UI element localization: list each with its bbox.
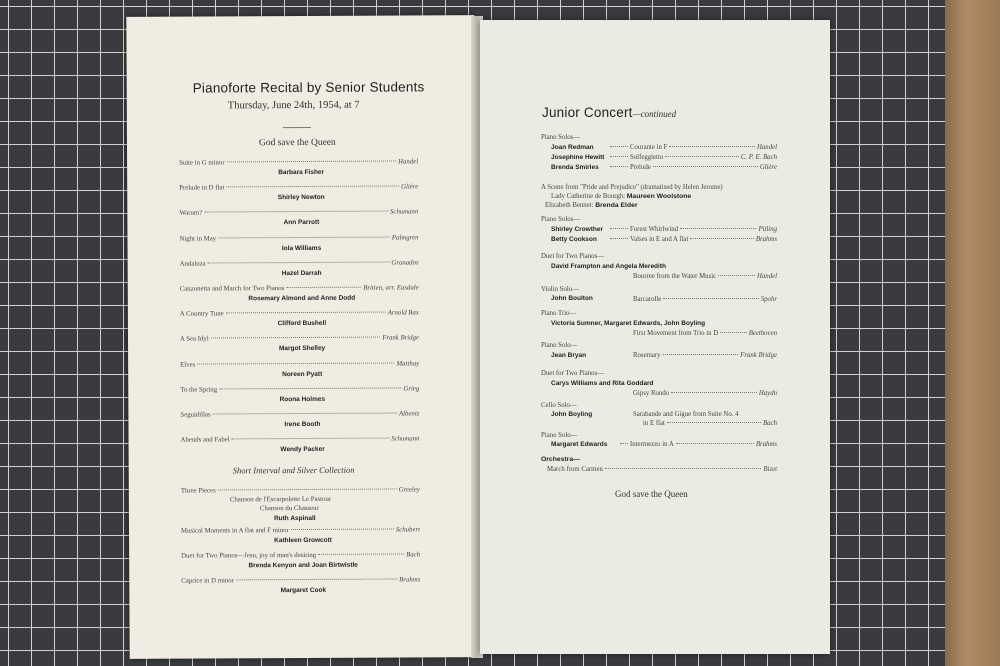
violin-piece [633,296,777,303]
performer-name: Margaret Cook [280,586,327,595]
composer: Britten, arr. Easdale [363,284,419,292]
program-item [179,158,418,166]
piece-title: in E flat [643,420,665,427]
leader-dots [211,337,380,339]
performer-name: Margot Shelley [278,345,326,353]
piece-title: Prelude [630,164,651,171]
composer: Schumann [391,435,420,443]
piece-title: Canzonetta and March for Two Pianos [179,285,285,293]
piece-title: Seguidillas [180,411,211,419]
leader-dots [204,211,388,213]
section-heading-piano-solos-1: Piano Solos— [541,134,581,141]
composer: Schubert [395,526,421,534]
composer: Glière [759,164,777,171]
leader-dots [227,161,396,163]
section-heading-scene: A Scene from "Pride and Prejudice" (dramatised by Helen Jerome) [541,184,723,191]
leader-dots [318,553,404,554]
performer-name: Hazel Darrah [281,269,322,277]
leader-dots [226,312,386,314]
leader-dots [610,166,628,167]
performer-name: Rosemary Almond and Anne Dodd [248,294,356,303]
performer-name: Betty Cookson [551,236,597,243]
composer: Albeniz [398,410,420,418]
margaret-piece [618,441,777,448]
composer: C. P. E. Bach [740,154,777,161]
program-item [180,335,419,343]
leader-dots [236,579,397,581]
composer: Schumann [390,208,419,216]
composer: Bach [406,551,421,559]
section-heading-piano-solos-2: Piano Solos— [541,216,581,223]
anthem-opening: God save the Queen [258,137,336,149]
piece-title: Intermezzo in A [630,441,674,448]
piece-title: To the Spring [180,386,218,394]
recital-title: Pianoforte Recital by Senior Students [192,79,425,96]
piece-title: Musical Moments in A flat and F minor [180,527,289,535]
orchestra-piece [547,466,777,473]
section-heading-orchestra: Orchestra— [541,456,580,463]
program-item [179,209,418,217]
composer: Frank Bridge [382,334,420,342]
program-item [180,410,419,418]
role-name: Lady Catherine de Bourgh: [551,193,626,200]
program-item [180,259,419,267]
program-item [181,551,420,559]
trio-performers: Victoria Sumner, Margaret Edwards, John Boyling [551,320,706,327]
three-pieces-line2: Chanson du Chasseur [259,504,319,513]
solo-piece-row [608,236,777,243]
program-item [181,576,420,584]
performer-name: Clifford Bushell [277,320,327,328]
leader-dots [286,287,361,288]
section-heading-piano-solo-margaret: Piano Solo— [541,432,578,439]
piece-title: A Country Tune [179,310,224,318]
performer-name: Wendy Packer [280,446,325,454]
three-pieces-line1: Chanson de l'Escarpolette Le Pastour [229,495,332,504]
interval-note: Short Interval and Silver Collection [232,464,355,476]
leader-dots [718,275,755,276]
section-heading-duet-1: Duet for Two Pianos— [541,253,605,260]
leader-dots [690,238,754,239]
actor-name: Brenda Elder [595,202,638,209]
violin-performer: John Boulton [551,295,593,302]
piece-title: Caprice in D minor [181,577,234,585]
performer-name: Iola Williams [281,244,322,252]
leader-dots [208,261,390,263]
composer: Palmgren [391,233,419,242]
performer-name: Josephine Hewitt [551,154,605,161]
program-item [179,184,418,192]
piece-title: Prelude in D flat [179,184,225,192]
leader-dots [680,228,756,229]
piece-title: Night in May [179,235,217,243]
program-page-left [126,15,477,659]
program-item [180,310,419,318]
leader-dots [720,332,747,333]
jean-performer: Jean Bryan [551,352,587,359]
performer-name: Brenda Kenyon and Joan Birtwistle [248,561,358,570]
leader-dots [291,529,394,531]
composer: Beethoven [748,330,777,337]
piece-title: March from Carmen [547,466,603,473]
concert-title-text: Junior Concert [542,105,633,120]
piece-title: Bourree from the Water Music [633,273,717,280]
section-heading-trio: Piano Trio— [541,310,577,317]
performer-name: Brenda Smirles [551,164,599,171]
solo-piece-row [608,154,777,161]
program-item [180,385,419,393]
piece-title: Duet for Two Pianos—Jesu, joy of man's desiring [181,551,317,560]
junior-concert-title [542,104,676,122]
piece-title: Andaluza [179,260,206,268]
composer: Arnold Bax [387,309,419,317]
duet-2-performers: Carys Williams and Rita Goddard [551,380,654,387]
leader-dots [667,422,761,423]
composer: Matthay [396,359,420,368]
leader-dots [663,298,758,299]
section-heading-duet-2: Duet for Two Pianos— [541,370,605,377]
scene-role-line-1 [551,193,691,200]
duet-1-performers: David Frampton and Angela Meredith [551,263,666,270]
leader-dots [610,228,628,229]
piece-title: Abends and Fabel [180,436,230,444]
performer-name: Ruth Aspinall [273,514,316,523]
piece-title: Three Pieces [180,487,216,495]
solo-piece-row [608,226,777,233]
section-heading-cello: Cello Solo— [541,402,577,409]
composer: Grieg [403,385,420,393]
piece-title: Solfeggietto [630,154,664,161]
jean-piece [633,352,777,359]
composer: Handel [756,273,777,280]
composer: Handel [398,158,419,166]
solo-piece-row [608,164,777,171]
leader-dots [226,186,399,188]
cello-piece-line2 [643,420,777,427]
composer: Handel [756,144,777,151]
actor-name: Maureen Woolstone [626,193,692,200]
leader-dots [218,236,390,238]
composer: Glière [401,183,419,191]
composer: Bizet [763,466,777,473]
leader-dots [669,146,755,147]
margaret-performer: Margaret Edwards [551,441,608,448]
composer: Granados [391,259,419,267]
performer-name: Joan Redman [551,144,594,151]
leader-dots [218,489,397,491]
piece-title: Forest Whirlwind [630,226,679,233]
section-heading-piano-solo-jean: Piano Solo— [541,342,578,349]
program-item [181,526,420,534]
leader-dots [213,413,397,415]
program-item [179,234,418,242]
composer: Bach [763,420,777,427]
duet-1-piece [633,273,777,280]
composer: Brahms [755,441,777,448]
composer: Brahms [399,576,421,584]
piece-title: Elves [180,361,196,369]
performer-name: Barbara Fisher [278,168,325,177]
performer-name: Noreen Pyatt [282,370,323,378]
leader-dots [665,156,739,157]
performer-name: Kathleen Growcott [274,536,332,545]
wooden-desk [945,0,1000,666]
leader-dots [653,166,758,167]
solo-piece-row [608,144,777,151]
recital-date: Thursday, June 24th, 1954, at 7 [227,99,360,112]
cello-piece-line1: Sarabande and Gigue from Suite No. 4 [633,411,739,418]
continued-label: —continued [632,109,677,119]
performer-name: Ann Parrott [283,219,320,227]
leader-dots [610,238,628,239]
piece-title: Rosemary [633,352,661,359]
leader-dots [232,438,390,440]
leader-dots [610,146,628,147]
piece-title: A Sea Idyl [179,335,209,344]
composer: Pitling [758,226,777,233]
performer-name: Irene Booth [284,420,321,429]
performer-name: Shirley Newton [277,194,325,202]
program-page-right [480,20,830,654]
piece-title: Valses in E and A flat [630,236,689,243]
composer: Greeley [398,486,420,494]
duet-2-piece [633,390,777,397]
piece-title: Barcarolle [633,296,662,303]
scene-role-line-2 [545,202,638,209]
performer-name: Shirley Crowther [551,226,604,233]
anthem-closing: God save the Queen [615,489,688,499]
program-item [181,436,420,444]
composer: Frank Bridge [740,352,777,359]
leader-dots [605,468,762,469]
program-item [180,284,419,292]
section-heading-violin: Violin Solo— [541,286,579,293]
piece-title: Courante in F [630,144,668,151]
leader-dots [620,443,628,444]
leader-dots [219,387,401,389]
piece-title: Suite in G minor [179,159,225,167]
program-item-three-pieces [181,486,420,494]
composer: Brahms [755,236,777,243]
composer: Haydn [758,390,777,397]
program-item [180,360,419,368]
leader-dots [663,354,739,355]
trio-piece [633,330,777,337]
leader-dots [676,443,754,444]
leader-dots [671,392,757,393]
piece-title: First Movement from Trio in D [633,330,719,337]
role-name: Elizabeth Bennet: [545,202,594,209]
leader-dots [197,362,394,364]
piece-title: Warum? [179,209,203,218]
cello-performer: John Boyling [551,411,593,418]
composer: Spohr [760,296,777,303]
piece-title: Gipsy Rondo [633,390,670,397]
leader-dots [610,156,628,157]
title-divider [283,127,311,128]
performer-name: Roona Holmes [279,395,326,403]
